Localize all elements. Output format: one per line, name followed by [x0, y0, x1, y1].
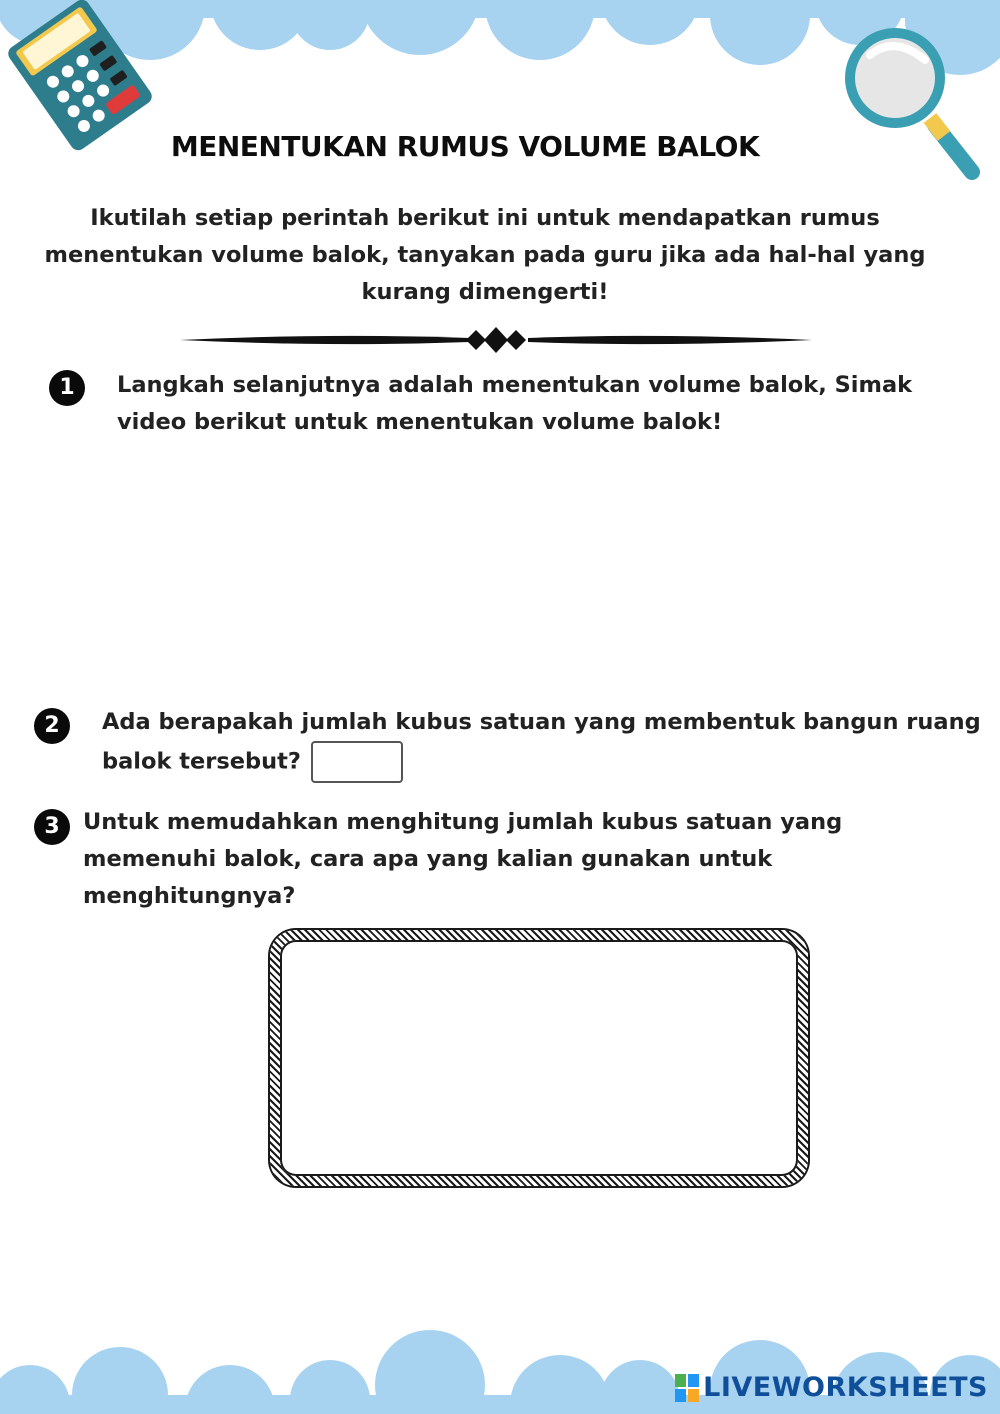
brand-name: LIVEWORKSHEETS	[703, 1372, 988, 1403]
question-2-text: Ada berapakah jumlah kubus satuan yang membentuk bangun ruang balok tersebut?	[102, 709, 981, 775]
question-1-text: Langkah selanjutnya adalah menentukan volume balok, Simak video berikut untuk menentukan volume balok!	[117, 372, 913, 435]
liveworksheets-logo-icon	[675, 1374, 699, 1402]
question-2-block	[102, 704, 982, 783]
page-title: MENENTUKAN RUMUS VOLUME BALOK	[170, 130, 760, 163]
question-3-answer-box	[270, 930, 808, 1186]
divider	[180, 327, 812, 353]
question-2-number: 2	[34, 708, 70, 744]
question-3-number: 3	[34, 809, 70, 845]
question-1-number: 1	[49, 370, 85, 406]
question-3-text: Untuk memudahkan menghitung jumlah kubus satuan yang memenuhi balok, cara apa yang kalian gunakan untuk menghitungnya?	[83, 809, 843, 909]
intro-text: Ikutilah setiap perintah berikut ini untuk mendapatkan rumus menentukan volume balok, tanyakan pada guru jika ada hal-hal yang kurang dimengerti!	[44, 205, 926, 305]
question-3-answer-input[interactable]	[280, 940, 798, 1176]
question-2-answer-input[interactable]	[311, 741, 403, 783]
brand-logo	[675, 1372, 988, 1403]
